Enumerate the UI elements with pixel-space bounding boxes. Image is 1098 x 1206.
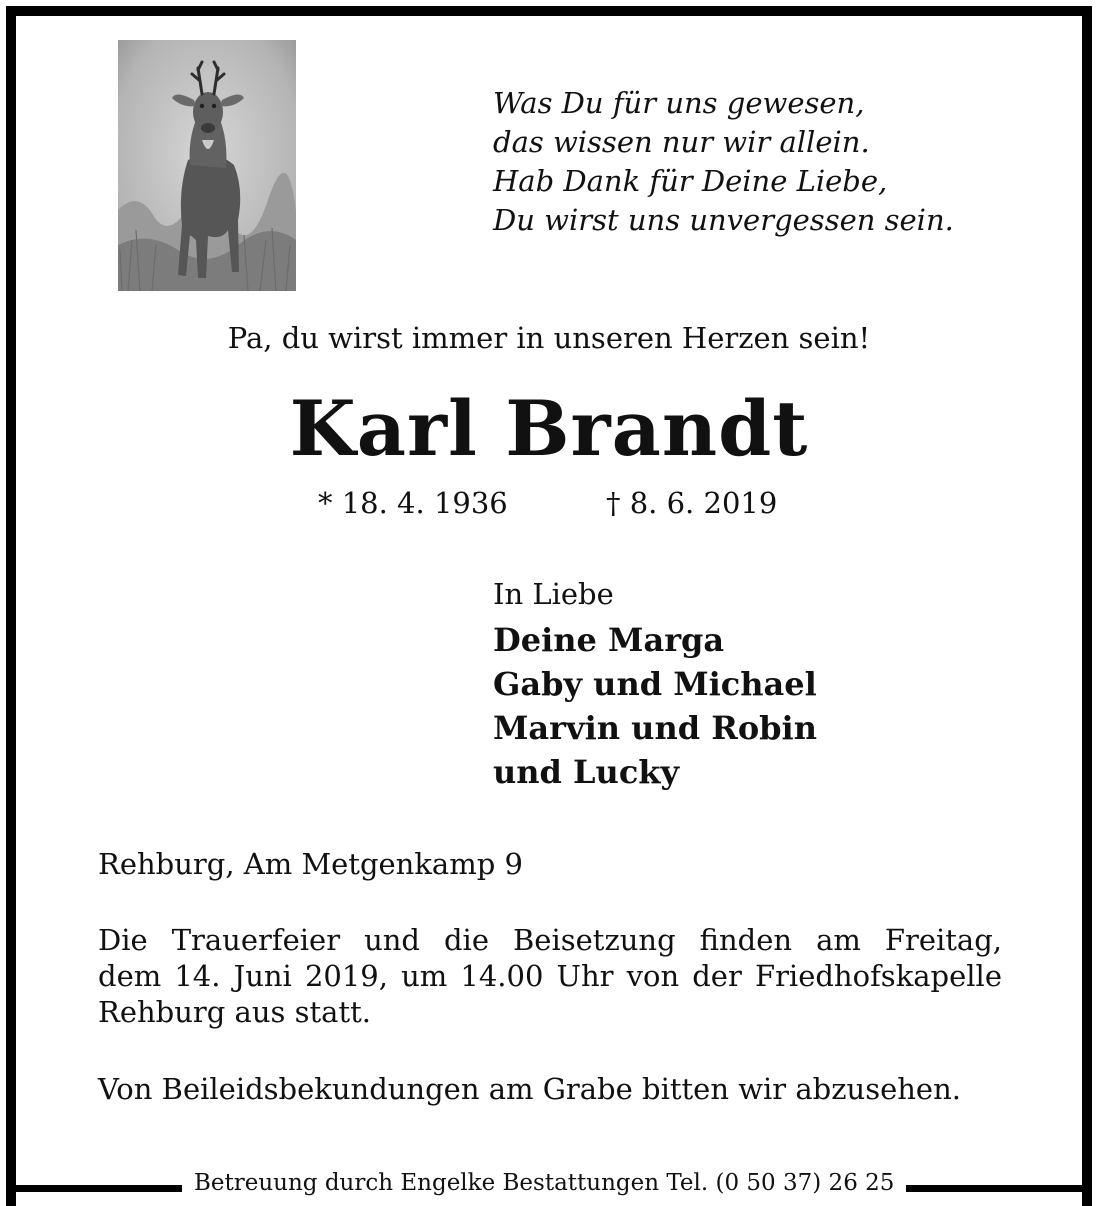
poem-line: Hab Dank für Deine Liebe, [493, 164, 888, 198]
service-line: dem 14. Juni 2019, um 14.00 Uhr von der Friedhofskapelle [98, 959, 1002, 993]
birth-date: * 18. 4. 1936 [318, 486, 508, 520]
mourners-list [493, 618, 817, 794]
mourner-name: Deine Marga [493, 621, 725, 659]
poem-line: das wissen nur wir allein. [493, 125, 870, 159]
roe-deer-image [118, 40, 296, 291]
family-address: Rehburg, Am Metgenkamp 9 [98, 847, 523, 881]
service-line: Rehburg aus statt. [98, 995, 371, 1029]
mourner-name: und Lucky [493, 753, 680, 791]
roe-deer-photo [118, 40, 296, 291]
service-announcement [98, 922, 1002, 1030]
service-line: Die Trauerfeier und die Beisetzung finden am Freitag, [98, 923, 1002, 957]
condolence-note: Von Beileidsbekundungen am Grabe bitten wir abzusehen. [98, 1072, 961, 1106]
in-love-intro: In Liebe [493, 577, 614, 611]
poem-line: Du wirst uns unvergessen sein. [493, 203, 954, 237]
poem-line: Was Du für uns gewesen, [493, 86, 865, 120]
mourner-name: Gaby und Michael [493, 665, 817, 703]
funeral-home-credit: Betreuung durch Engelke Bestattungen Tel. (0 50 37) 26 25 [182, 1170, 906, 1196]
motto: Pa, du wirst immer in unseren Herzen sein! [227, 321, 871, 355]
footer [0, 1168, 1098, 1200]
poem [493, 84, 954, 240]
death-date: † 8. 6. 2019 [606, 486, 778, 520]
mourner-name: Marvin und Robin [493, 709, 817, 747]
deceased-name: Karl Brandt [289, 384, 809, 473]
